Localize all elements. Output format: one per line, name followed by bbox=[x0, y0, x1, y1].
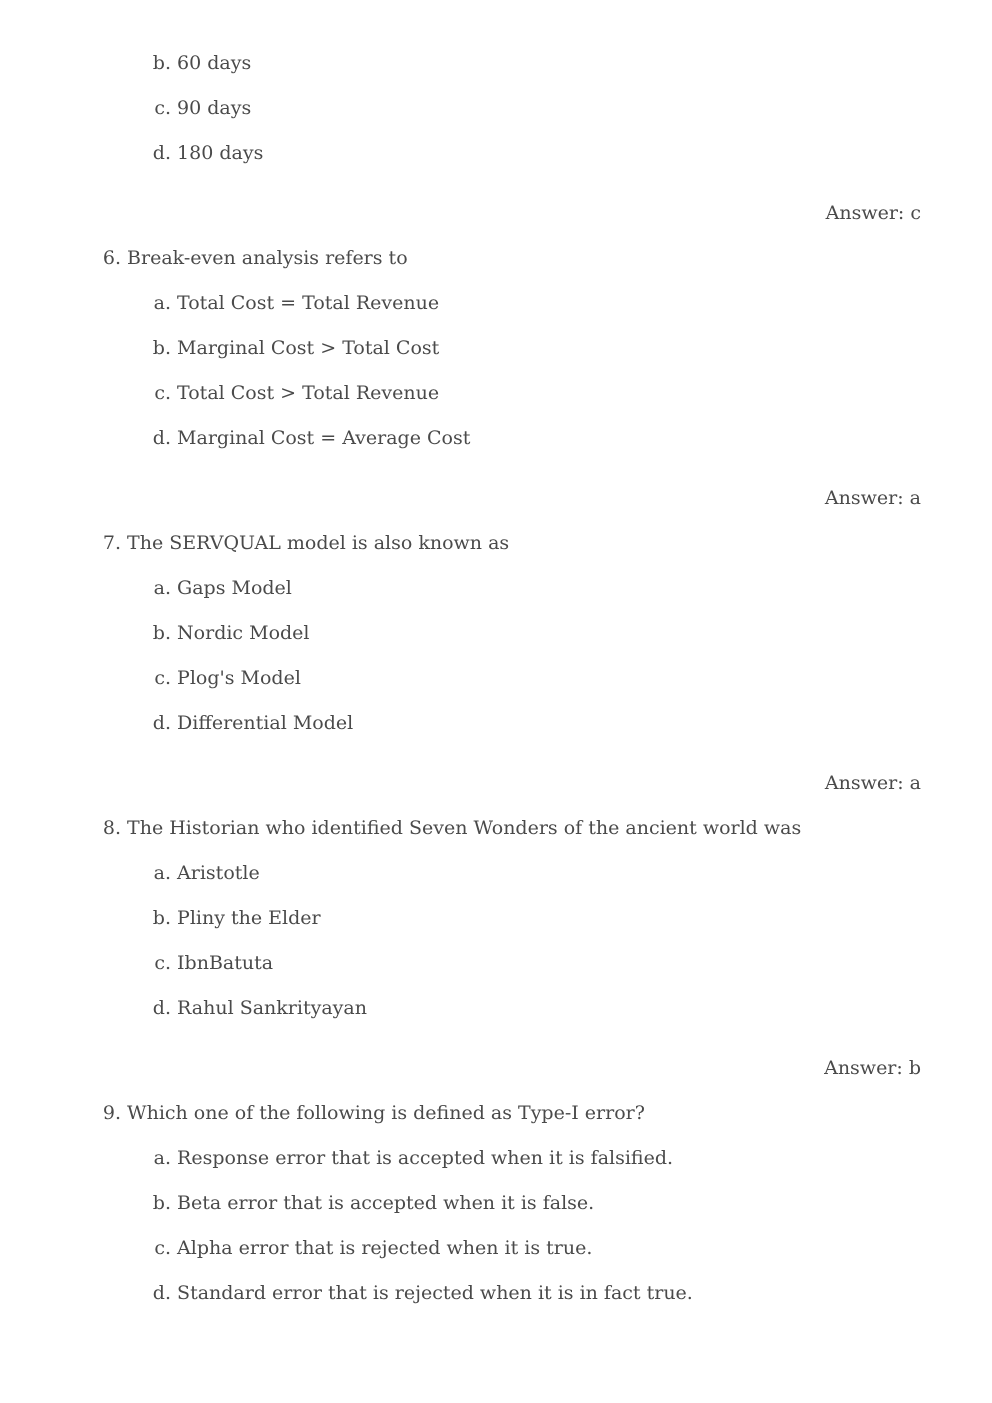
option-letter: a. bbox=[153, 862, 171, 884]
option-letter: b. bbox=[152, 337, 171, 359]
option-text: Beta error that is accepted when it is false. bbox=[177, 1192, 595, 1214]
question-number: 6. bbox=[102, 247, 121, 269]
question-text: Break-even analysis refers to bbox=[127, 247, 408, 269]
option-d bbox=[150, 426, 470, 450]
option-text: 60 days bbox=[177, 52, 252, 74]
question-number: 7. bbox=[102, 532, 121, 554]
option-letter: d. bbox=[152, 712, 171, 734]
option-c bbox=[150, 381, 439, 405]
option-text: Marginal Cost = Average Cost bbox=[177, 427, 471, 449]
option-letter: c. bbox=[154, 1237, 171, 1259]
option-letter: b. bbox=[152, 1192, 171, 1214]
option-letter: d. bbox=[152, 427, 171, 449]
option-letter: d. bbox=[152, 1282, 171, 1304]
option-text: 180 days bbox=[177, 142, 264, 164]
question-7 bbox=[100, 531, 509, 555]
option-a bbox=[150, 861, 260, 885]
option-text: Gaps Model bbox=[177, 577, 292, 599]
option-letter: b. bbox=[152, 52, 171, 74]
question-text: The SERVQUAL model is also known as bbox=[127, 532, 510, 554]
option-letter: c. bbox=[154, 97, 171, 119]
option-text: Standard error that is rejected when it is in fact true. bbox=[177, 1282, 693, 1304]
option-b bbox=[150, 906, 321, 930]
option-c bbox=[150, 96, 251, 120]
option-text: Total Cost = Total Revenue bbox=[177, 292, 440, 314]
option-text: Marginal Cost > Total Cost bbox=[177, 337, 440, 359]
option-a bbox=[150, 576, 292, 600]
question-number: 9. bbox=[102, 1102, 121, 1124]
option-d bbox=[150, 141, 263, 165]
option-b bbox=[150, 336, 439, 360]
option-a bbox=[150, 1146, 673, 1170]
option-text: Alpha error that is rejected when it is true. bbox=[177, 1237, 593, 1259]
question-number: 8. bbox=[102, 817, 121, 839]
option-letter: c. bbox=[154, 952, 171, 974]
question-8 bbox=[100, 816, 801, 840]
option-text: Pliny the Elder bbox=[177, 907, 321, 929]
option-letter: b. bbox=[152, 622, 171, 644]
option-letter: a. bbox=[153, 577, 171, 599]
answer-label: Answer: a bbox=[824, 772, 921, 794]
option-letter: d. bbox=[152, 142, 171, 164]
answer-label: Answer: a bbox=[824, 487, 921, 509]
option-d bbox=[150, 711, 353, 735]
option-letter: c. bbox=[154, 667, 171, 689]
option-letter: b. bbox=[152, 907, 171, 929]
question-9 bbox=[100, 1101, 645, 1125]
option-c bbox=[150, 666, 301, 690]
option-c bbox=[150, 1236, 592, 1260]
question-text: The Historian who identified Seven Wonders of the ancient world was bbox=[127, 817, 802, 839]
option-text: Aristotle bbox=[177, 862, 260, 884]
answer-label: Answer: c bbox=[825, 202, 921, 224]
option-d bbox=[150, 996, 367, 1020]
option-text: Nordic Model bbox=[177, 622, 310, 644]
option-a bbox=[150, 291, 439, 315]
option-b bbox=[150, 1191, 594, 1215]
option-text: IbnBatuta bbox=[177, 952, 274, 974]
option-text: 90 days bbox=[177, 97, 252, 119]
option-text: Total Cost > Total Revenue bbox=[177, 382, 440, 404]
option-text: Response error that is accepted when it is falsified. bbox=[177, 1147, 674, 1169]
option-b bbox=[150, 621, 310, 645]
option-letter: a. bbox=[153, 292, 171, 314]
option-letter: a. bbox=[153, 1147, 171, 1169]
option-c bbox=[150, 951, 273, 975]
option-text: Rahul Sankrityayan bbox=[177, 997, 367, 1019]
option-text: Differential Model bbox=[177, 712, 354, 734]
question-6 bbox=[100, 246, 408, 270]
option-letter: d. bbox=[152, 997, 171, 1019]
answer-label: Answer: b bbox=[824, 1057, 921, 1079]
option-letter: c. bbox=[154, 382, 171, 404]
option-b bbox=[150, 51, 251, 75]
question-text: Which one of the following is defined as Type-I error? bbox=[127, 1102, 645, 1124]
option-text: Plog's Model bbox=[177, 667, 301, 689]
option-d bbox=[150, 1281, 693, 1305]
